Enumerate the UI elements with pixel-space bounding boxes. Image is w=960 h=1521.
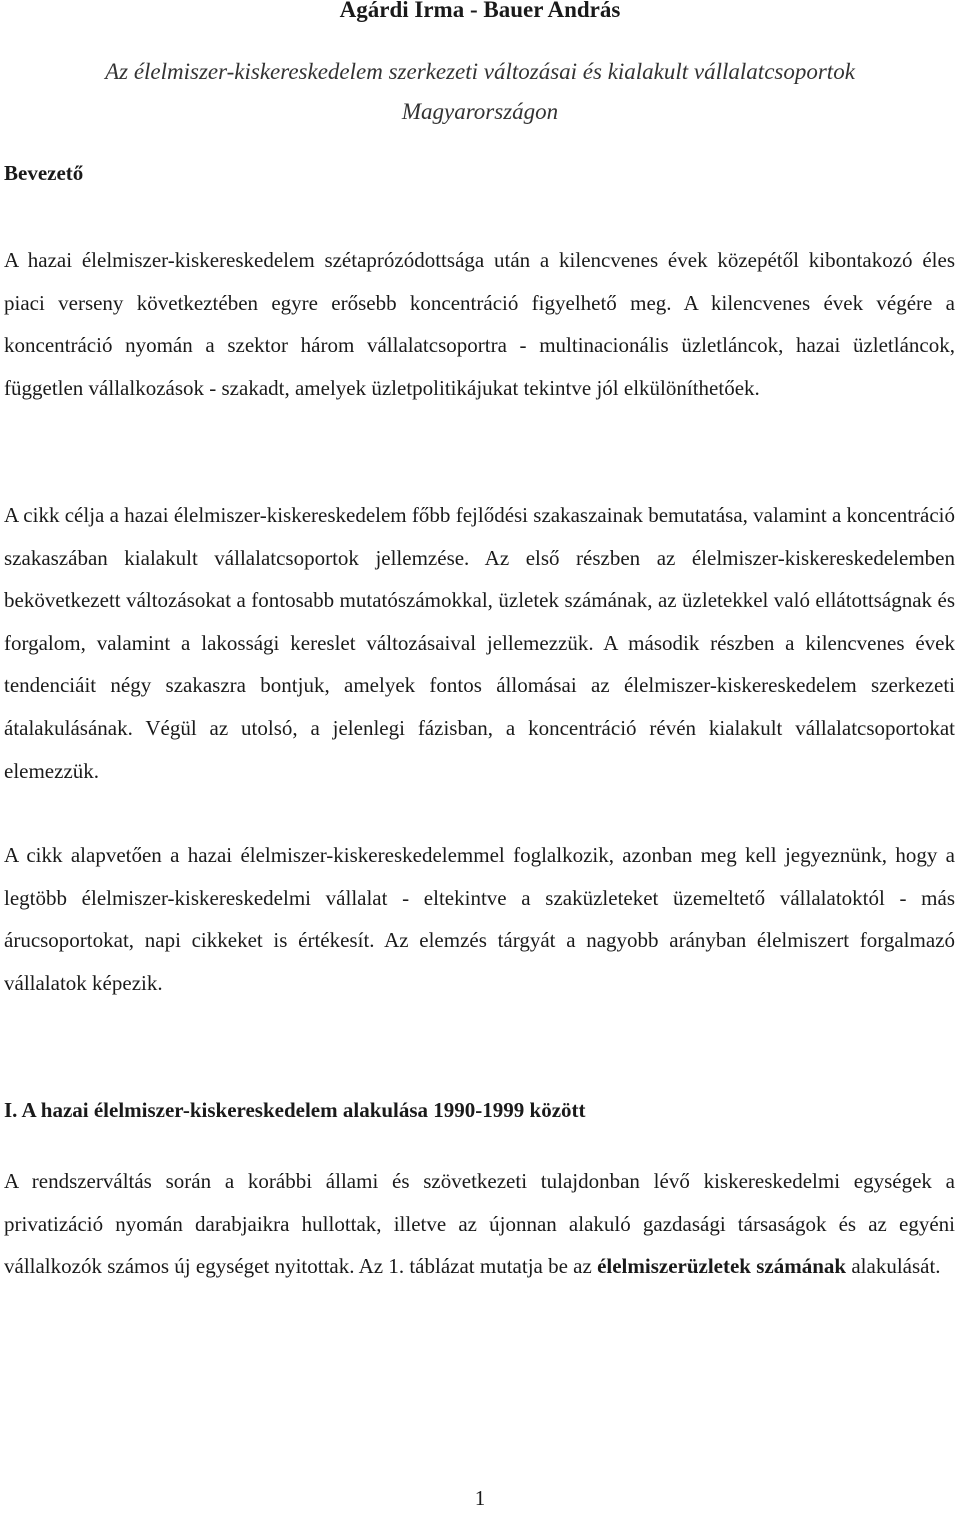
paper-title [0, 52, 960, 132]
authors: Agárdi Irma - Bauer András [339, 0, 621, 22]
page-number: 1 [474, 1486, 486, 1510]
section-1-paragraph-start: A rendszerváltás során a korábbi állami és szövetkezeti tulajdonban lévő kiskereskedelmi egységek a privatizáció nyomán darabjaikra hullottak, illetve az újonnan alakuló gazdasági társaságok és az egyéni vállalkozók számos új egységet nyitottak. Az 1. táblázat mutatja be az [4, 1169, 955, 1279]
section-1-paragraph-end: alakulását. [846, 1254, 941, 1279]
section-1-heading: I. A hazai élelmiszer-kiskereskedelem alakulása 1990-1999 között [4, 1098, 586, 1122]
paper-title-line-1: Az élelmiszer-kiskereskedelem szerkezeti változásai és kialakult vállalatcsoportok [105, 59, 855, 84]
intro-heading: Bevezető [4, 161, 84, 185]
intro-paragraph-3: A cikk alapvetően a hazai élelmiszer-kiskereskedelemmel foglalkozik, azonban meg kell jegyeznünk, hogy a legtöbb élelmiszer-kiskereskedelmi vállalat - eltekintve a szaküzleteket üzemeltető vállalatoktól - más árucsoportokat, napi cikkeket is értékesít. Az elemzés tárgyát a nagyobb arányban élelmiszert forgalmazó vállalatok képezik. [4, 843, 955, 995]
intro-paragraph-1: A hazai élelmiszer-kiskereskedelem szétaprózódottsága után a kilencvenes évek közepétől kibontakozó éles piaci verseny következtében egyre erősebb koncentráció figyelhető meg. A kilencvenes évek végére a koncentráció nyomán a szektor három vállalatcsoportra - multinacionális üzletláncok, hazai üzletláncok, független vállalkozások - szakadt, amelyek üzletpolitikájukat tekintve jól elkülöníthetőek. [4, 248, 955, 400]
section-1-paragraph-bold: élelmiszerüzletek számának [597, 1254, 847, 1279]
section-1-paragraph [4, 1160, 955, 1288]
paper-title-line-2: Magyarországon [401, 99, 559, 124]
intro-paragraph-2: A cikk célja a hazai élelmiszer-kiskereskedelem főbb fejlődési szakaszainak bemutatása, valamint a koncentráció szakaszában kialakult vállalatcsoportok jellemzése. Az első részben az élelmiszer-kiskereskedelemben bekövetkezett változásokat a fontosabb mutatószámokkal, üzletek számának, az üzletekkel való ellátottságnak és forgalom, valamint a lakossági kereslet változásaival jellemezzük. A második részben a kilencvenes évek tendenciáit négy szakaszra bontjuk, amelyek fontos állomásai az élelmiszer-kiskereskedelem szerkezeti átalakulásának. Végül az utolsó, a jelenlegi fázisban, a koncentráció révén kialakult vállalatcsoportokat elemezzük. [4, 503, 955, 783]
